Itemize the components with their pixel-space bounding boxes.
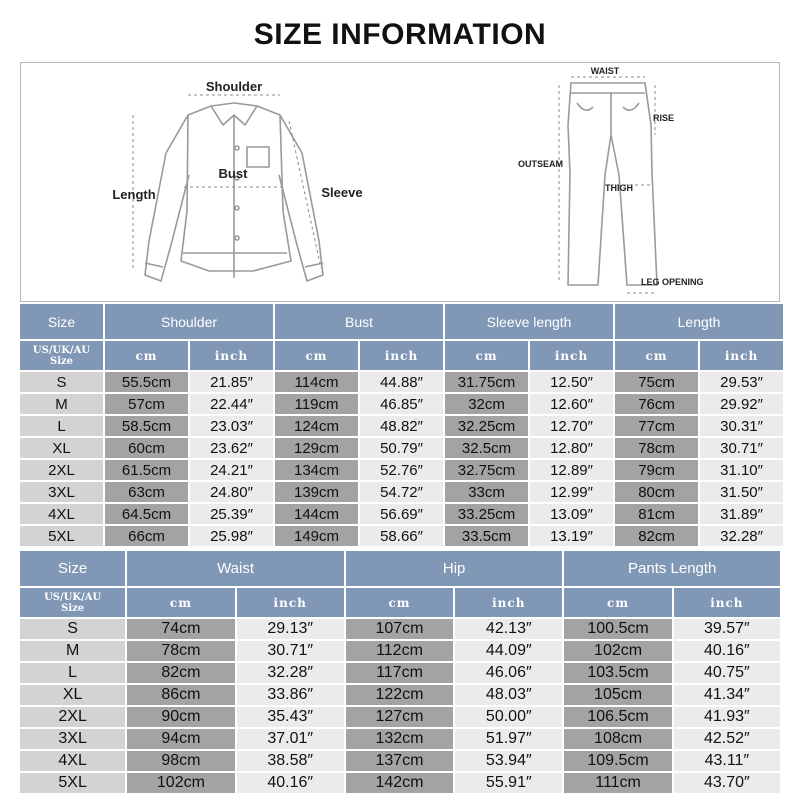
inch-cell: 22.44″ xyxy=(190,394,273,414)
cm-cell: 107cm xyxy=(346,619,453,639)
unit-inch-header: inch xyxy=(700,341,783,370)
cm-cell: 82cm xyxy=(615,526,698,546)
unit-cm-header: cm xyxy=(564,588,671,617)
unit-cm-header: cm xyxy=(127,588,234,617)
cm-cell: 32.5cm xyxy=(445,438,528,458)
size-row xyxy=(20,751,780,771)
waist-label: WAIST xyxy=(590,66,620,76)
cm-cell: 80cm xyxy=(615,482,698,502)
inch-cell: 42.52″ xyxy=(674,729,780,749)
cm-cell: 100.5cm xyxy=(564,619,671,639)
cm-cell: 139cm xyxy=(275,482,358,502)
inch-cell: 24.21″ xyxy=(190,460,273,480)
cm-cell: 32.25cm xyxy=(445,416,528,436)
inch-cell: 42.13″ xyxy=(455,619,562,639)
size-header: Size xyxy=(20,551,125,586)
inch-cell: 40.16″ xyxy=(674,641,780,661)
unit-cm-header: cm xyxy=(346,588,453,617)
cm-cell: 108cm xyxy=(564,729,671,749)
inch-cell: 41.34″ xyxy=(674,685,780,705)
inch-cell: 50.00″ xyxy=(455,707,562,727)
size-cell: XL xyxy=(20,685,125,705)
size-cell: 5XL xyxy=(20,526,103,546)
size-cell: 5XL xyxy=(20,773,125,793)
unit-inch-header: inch xyxy=(237,588,344,617)
cm-cell: 124cm xyxy=(275,416,358,436)
cm-cell: 58.5cm xyxy=(105,416,188,436)
size-cell: S xyxy=(20,372,103,392)
inch-cell: 48.03″ xyxy=(455,685,562,705)
bust-header: Bust xyxy=(275,304,443,339)
size-row xyxy=(20,641,780,661)
cm-cell: 119cm xyxy=(275,394,358,414)
header-row xyxy=(20,551,780,586)
cm-cell: 60cm xyxy=(105,438,188,458)
inch-cell: 58.66″ xyxy=(360,526,443,546)
size-row xyxy=(20,663,780,683)
size-region-label: US/UK/AU xyxy=(44,591,102,603)
top-size-table xyxy=(18,302,785,548)
pants-length-header: Pants Length xyxy=(564,551,780,586)
cm-cell: 64.5cm xyxy=(105,504,188,524)
size-region-label: US/UK/AU xyxy=(32,344,91,356)
size-row xyxy=(20,504,783,524)
inch-cell: 43.70″ xyxy=(674,773,780,793)
size-row xyxy=(20,729,780,749)
inch-cell: 35.43″ xyxy=(237,707,344,727)
sleeve-label: Sleeve xyxy=(321,185,363,200)
bust-label: Bust xyxy=(218,166,248,181)
inch-cell: 44.09″ xyxy=(455,641,562,661)
cm-cell: 78cm xyxy=(615,438,698,458)
size-cell: 3XL xyxy=(20,482,103,502)
inch-cell: 12.70″ xyxy=(530,416,613,436)
inch-cell: 30.71″ xyxy=(700,438,783,458)
size-cell: 2XL xyxy=(20,460,103,480)
cm-cell: 31.75cm xyxy=(445,372,528,392)
inch-cell: 12.80″ xyxy=(530,438,613,458)
cm-cell: 129cm xyxy=(275,438,358,458)
cm-cell: 79cm xyxy=(615,460,698,480)
page-title: SIZE INFORMATION xyxy=(253,18,547,51)
cm-cell: 144cm xyxy=(275,504,358,524)
size-row xyxy=(20,619,780,639)
size-row xyxy=(20,438,783,458)
thigh-label: THIGH xyxy=(605,183,633,193)
size-cell: 4XL xyxy=(20,504,103,524)
inch-cell: 29.13″ xyxy=(237,619,344,639)
size-cell: 4XL xyxy=(20,751,125,771)
cm-cell: 102cm xyxy=(564,641,671,661)
cm-cell: 102cm xyxy=(127,773,234,793)
unit-row xyxy=(20,588,780,617)
inch-cell: 50.79″ xyxy=(360,438,443,458)
inch-cell: 29.92″ xyxy=(700,394,783,414)
shirt-illustration xyxy=(145,103,323,281)
inch-cell: 21.85″ xyxy=(190,372,273,392)
inch-cell: 12.50″ xyxy=(530,372,613,392)
cm-cell: 82cm xyxy=(127,663,234,683)
unit-cm-header: cm xyxy=(105,341,188,370)
size-row xyxy=(20,482,783,502)
inch-cell: 31.50″ xyxy=(700,482,783,502)
unit-cm-header: cm xyxy=(445,341,528,370)
inch-cell: 25.39″ xyxy=(190,504,273,524)
cm-cell: 76cm xyxy=(615,394,698,414)
cm-cell: 78cm xyxy=(127,641,234,661)
inch-cell: 41.93″ xyxy=(674,707,780,727)
unit-cm-header: cm xyxy=(275,341,358,370)
cm-cell: 106.5cm xyxy=(564,707,671,727)
unit-inch-header: inch xyxy=(360,341,443,370)
unit-cm-header: cm xyxy=(615,341,698,370)
inch-cell: 40.75″ xyxy=(674,663,780,683)
cm-cell: 90cm xyxy=(127,707,234,727)
inch-cell: 46.06″ xyxy=(455,663,562,683)
cm-cell: 114cm xyxy=(275,372,358,392)
unit-inch-header: inch xyxy=(530,341,613,370)
measurement-diagram xyxy=(20,62,780,302)
cm-cell: 74cm xyxy=(127,619,234,639)
size-cell: L xyxy=(20,416,103,436)
size-region-header xyxy=(20,588,125,617)
inch-cell: 31.89″ xyxy=(700,504,783,524)
inch-cell: 51.97″ xyxy=(455,729,562,749)
cm-cell: 117cm xyxy=(346,663,453,683)
inch-cell: 55.91″ xyxy=(455,773,562,793)
length-header: Length xyxy=(615,304,783,339)
cm-cell: 77cm xyxy=(615,416,698,436)
cm-cell: 132cm xyxy=(346,729,453,749)
garment-illustrations xyxy=(21,63,781,303)
unit-inch-header: inch xyxy=(455,588,562,617)
size-row xyxy=(20,372,783,392)
inch-cell: 33.86″ xyxy=(237,685,344,705)
cm-cell: 33cm xyxy=(445,482,528,502)
cm-cell: 61.5cm xyxy=(105,460,188,480)
inch-cell: 53.94″ xyxy=(455,751,562,771)
inch-cell: 44.88″ xyxy=(360,372,443,392)
header-row xyxy=(20,304,783,339)
size-row xyxy=(20,685,780,705)
size-region-sublabel: Size xyxy=(49,355,74,367)
cm-cell: 137cm xyxy=(346,751,453,771)
size-cell: 2XL xyxy=(20,707,125,727)
size-region-header xyxy=(20,341,103,370)
size-cell: 3XL xyxy=(20,729,125,749)
inch-cell: 37.01″ xyxy=(237,729,344,749)
size-cell: M xyxy=(20,641,125,661)
cm-cell: 75cm xyxy=(615,372,698,392)
inch-cell: 48.82″ xyxy=(360,416,443,436)
inch-cell: 46.85″ xyxy=(360,394,443,414)
sleeve-length-header: Sleeve length xyxy=(445,304,613,339)
cm-cell: 134cm xyxy=(275,460,358,480)
cm-cell: 103.5cm xyxy=(564,663,671,683)
inch-cell: 39.57″ xyxy=(674,619,780,639)
cm-cell: 127cm xyxy=(346,707,453,727)
inch-cell: 12.99″ xyxy=(530,482,613,502)
cm-cell: 109.5cm xyxy=(564,751,671,771)
cm-cell: 112cm xyxy=(346,641,453,661)
length-label: Length xyxy=(112,187,156,202)
cm-cell: 63cm xyxy=(105,482,188,502)
inch-cell: 12.89″ xyxy=(530,460,613,480)
rise-label: RISE xyxy=(653,113,675,123)
leg-opening-label: LEG OPENING xyxy=(641,277,704,287)
inch-cell: 13.09″ xyxy=(530,504,613,524)
inch-cell: 56.69″ xyxy=(360,504,443,524)
unit-row xyxy=(20,341,783,370)
size-cell: L xyxy=(20,663,125,683)
cm-cell: 98cm xyxy=(127,751,234,771)
inch-cell: 13.19″ xyxy=(530,526,613,546)
size-cell: XL xyxy=(20,438,103,458)
cm-cell: 149cm xyxy=(275,526,358,546)
cm-cell: 94cm xyxy=(127,729,234,749)
cm-cell: 32cm xyxy=(445,394,528,414)
cm-cell: 111cm xyxy=(564,773,671,793)
inch-cell: 12.60″ xyxy=(530,394,613,414)
size-region-sublabel: Size xyxy=(61,602,85,614)
cm-cell: 33.25cm xyxy=(445,504,528,524)
inch-cell: 30.31″ xyxy=(700,416,783,436)
inch-cell: 23.62″ xyxy=(190,438,273,458)
size-row xyxy=(20,394,783,414)
cm-cell: 86cm xyxy=(127,685,234,705)
inch-cell: 38.58″ xyxy=(237,751,344,771)
inch-cell: 29.53″ xyxy=(700,372,783,392)
size-row xyxy=(20,460,783,480)
waist-header: Waist xyxy=(127,551,344,586)
inch-cell: 32.28″ xyxy=(700,526,783,546)
inch-cell: 25.98″ xyxy=(190,526,273,546)
cm-cell: 33.5cm xyxy=(445,526,528,546)
size-cell: S xyxy=(20,619,125,639)
hip-header: Hip xyxy=(346,551,563,586)
size-row xyxy=(20,707,780,727)
inch-cell: 30.71″ xyxy=(237,641,344,661)
unit-inch-header: inch xyxy=(674,588,780,617)
cm-cell: 57cm xyxy=(105,394,188,414)
inch-cell: 43.11″ xyxy=(674,751,780,771)
shoulder-label: Shoulder xyxy=(205,79,263,94)
size-cell: M xyxy=(20,394,103,414)
outseam-label: OUTSEAM xyxy=(518,159,563,169)
inch-cell: 31.10″ xyxy=(700,460,783,480)
cm-cell: 81cm xyxy=(615,504,698,524)
cm-cell: 66cm xyxy=(105,526,188,546)
inch-cell: 54.72″ xyxy=(360,482,443,502)
cm-cell: 32.75cm xyxy=(445,460,528,480)
bottom-size-table xyxy=(18,549,782,795)
size-row xyxy=(20,526,783,546)
cm-cell: 122cm xyxy=(346,685,453,705)
cm-cell: 105cm xyxy=(564,685,671,705)
size-header: Size xyxy=(20,304,103,339)
cm-cell: 142cm xyxy=(346,773,453,793)
unit-inch-header: inch xyxy=(190,341,273,370)
inch-cell: 40.16″ xyxy=(237,773,344,793)
inch-cell: 24.80″ xyxy=(190,482,273,502)
inch-cell: 52.76″ xyxy=(360,460,443,480)
shoulder-header: Shoulder xyxy=(105,304,273,339)
size-row xyxy=(20,416,783,436)
inch-cell: 32.28″ xyxy=(237,663,344,683)
size-row xyxy=(20,773,780,793)
inch-cell: 23.03″ xyxy=(190,416,273,436)
cm-cell: 55.5cm xyxy=(105,372,188,392)
